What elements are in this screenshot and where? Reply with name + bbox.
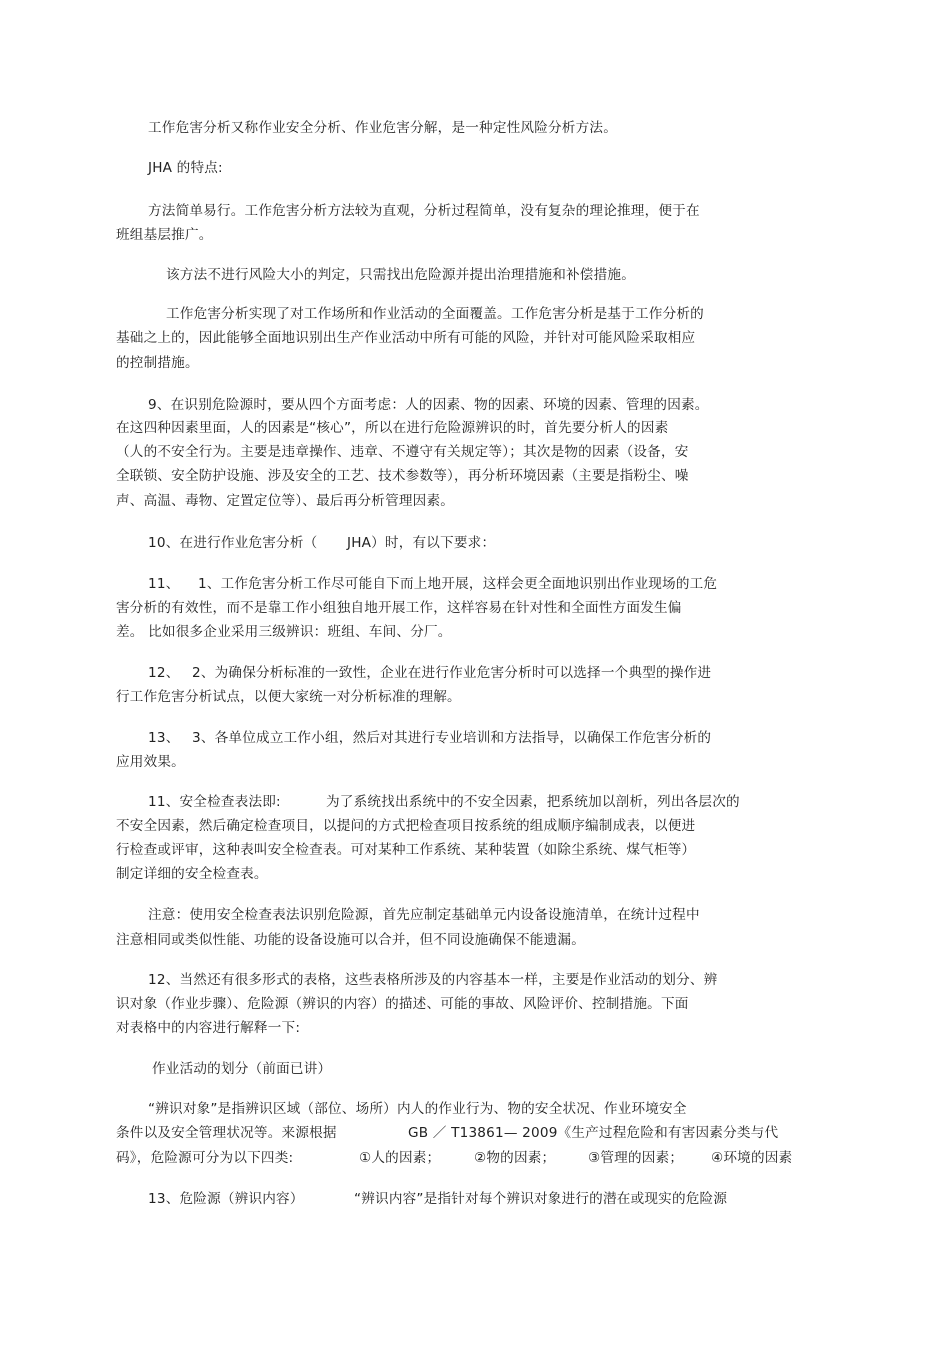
- text-segment: 10、在进行作业危害分析（: [148, 535, 318, 551]
- text-segment: ④环境的因素: [711, 1150, 793, 1166]
- item-number: 12、: [148, 665, 180, 681]
- paragraph-line: 不安全因素，然后确定检查项目，以提问的方式把检查项目按系统的组成顺序编制成表，以便进: [116, 818, 696, 834]
- paragraph-line: 应用效果。: [116, 754, 185, 770]
- text-segment: “辨识内容”是指针对每个辨识对象进行的潜在或现实的危险源: [354, 1191, 728, 1207]
- text-segment: GB ／ T13861— 2009《生产过程危险和有害因素分类与代: [408, 1125, 779, 1141]
- paragraph-line: 注意：使用安全检查表法识别危险源，首先应制定基础单元内设备设施清单，在统计过程中: [148, 907, 700, 923]
- text-segment: 条件以及安全管理状况等。来源根据: [116, 1125, 337, 1141]
- paragraph-line: 班组基层推广。: [116, 227, 213, 243]
- paragraph-line: 在这四种因素里面，人的因素是“核心”，所以在进行危险源辨识的时，首先要分析人的因素: [116, 420, 669, 436]
- paragraph-line: 工作危害分析实现了对工作场所和作业活动的全面覆盖。工作危害分析是基于工作分析的: [166, 306, 704, 322]
- paragraph-line: 声、高温、毒物、定置定位等）、最后再分析管理因素。: [116, 493, 455, 509]
- paragraph-line: “辨识对象”是指辨识区域（部位、场所）内人的作业行为、物的安全状况、作业环境安全: [148, 1101, 687, 1117]
- text-segment: 11、安全检查表法即:: [148, 794, 281, 810]
- paragraph-line: 识对象（作业步骤）、危险源（辨识的内容）的描述、可能的事故、风险评价、控制措施。下面: [116, 996, 689, 1012]
- paragraph-line: 全联锁、安全防护设施、涉及安全的工艺、技术参数等），再分析环境因素（主要是指粉尘、噪: [116, 468, 689, 484]
- paragraph-definition: 工作危害分析又称作业安全分析、作业危害分解，是一种定性风险分析方法。: [148, 120, 617, 136]
- jha-features-heading: JHA 的特点:: [148, 160, 223, 176]
- text-segment: 为了系统找出系统中的不安全因素，把系统加以剖析，列出各层次的: [326, 794, 740, 810]
- paragraph-line: 基础之上的，因此能够全面地识别出生产作业活动中所有可能的风险，并针对可能风险采取相应: [116, 330, 696, 346]
- text-segment: JHA）时，有以下要求：: [347, 535, 496, 551]
- item-number: 11、: [148, 576, 180, 592]
- paragraph-line: 9、在识别危险源时，要从四个方面考虑：人的因素、物的因素、环境的因素、管理的因素。: [148, 397, 709, 413]
- text-segment: 2、为确保分析标准的一致性，企业在进行作业危害分析时可以选择一个典型的操作进: [192, 665, 712, 681]
- paragraph-line: 行检查或评审，这种表叫安全检查表。可对某种工作系统、某种装置（如除尘系统、煤气柜等）: [116, 842, 696, 858]
- text-segment: ②物的因素；: [474, 1150, 556, 1166]
- text-segment: 3、各单位成立工作小组，然后对其进行专业培训和方法指导，以确保工作危害分析的: [192, 730, 712, 746]
- paragraph-line: 制定详细的安全检查表。: [116, 866, 268, 882]
- paragraph-line: 方法简单易行。工作危害分析方法较为直观，分析过程简单，没有复杂的理论推理，便于在: [148, 203, 700, 219]
- text-segment: 1、工作危害分析工作尽可能自下而上地开展，这样会更全面地识别出作业现场的工危: [198, 576, 718, 592]
- paragraph-line: 差。 比如很多企业采用三级辨识：班组、车间、分厂。: [116, 624, 452, 640]
- paragraph-line: 对表格中的内容进行解释一下:: [116, 1020, 301, 1036]
- paragraph-line: 的控制措施。: [116, 355, 199, 371]
- text-segment: ①人的因素；: [359, 1150, 441, 1166]
- paragraph-line: 害分析的有效性，而不是靠工作小组独自地开展工作，这样容易在针对性和全面性方面发生偏: [116, 600, 682, 616]
- item-number: 13、: [148, 730, 180, 746]
- text-segment: 13、危险源（辨识内容）: [148, 1191, 304, 1207]
- paragraph-line: 注意相同或类似性能、功能的设备设施可以合并，但不同设施确保不能遗漏。: [116, 932, 585, 948]
- paragraph-line: 12、当然还有很多形式的表格，这些表格所涉及的内容基本一样，主要是作业活动的划分、辨: [148, 972, 718, 988]
- text-segment: 码》，危险源可分为以下四类:: [116, 1150, 294, 1166]
- paragraph-line: （人的不安全行为。主要是违章操作、违章、不遵守有关规定等）；其次是物的因素（设备，安: [116, 444, 689, 460]
- paragraph-line: 行工作危害分析试点，以便大家统一对分析标准的理解。: [116, 689, 461, 705]
- subheading: 作业活动的划分（前面已讲）: [152, 1061, 332, 1077]
- text-segment: ③管理的因素；: [588, 1150, 684, 1166]
- paragraph-line: 该方法不进行风险大小的判定，只需找出危险源并提出治理措施和补偿措施。: [166, 267, 635, 283]
